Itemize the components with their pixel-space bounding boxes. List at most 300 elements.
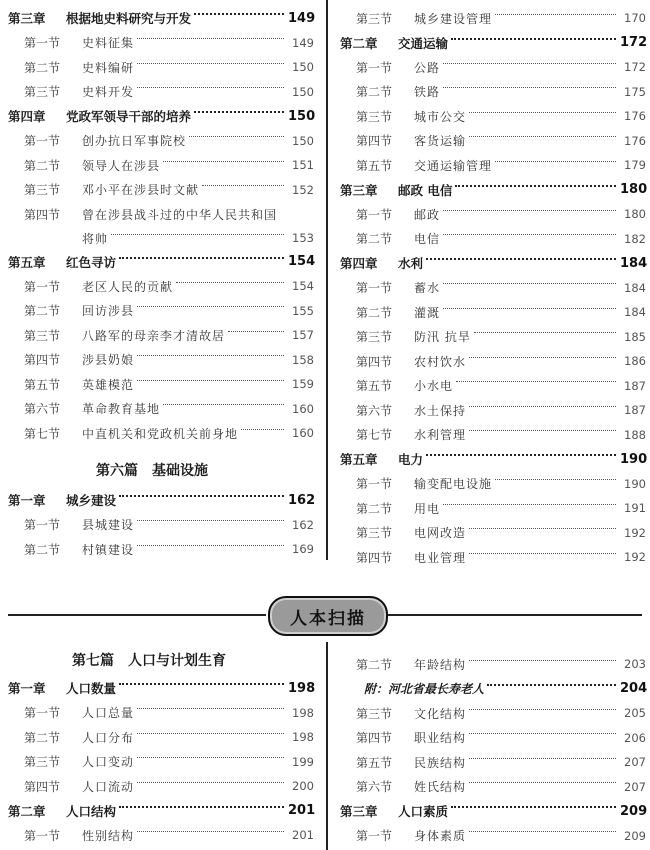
dot-leader (487, 684, 616, 686)
toc-chapter-entry (340, 178, 646, 203)
entry-title: 年龄结构 (414, 657, 467, 672)
page-number: 162 (292, 517, 314, 532)
dot-leader (163, 404, 284, 405)
toc-section-entry (340, 276, 646, 301)
entry-label: 第三节 (356, 330, 393, 345)
toc-section-entry (340, 472, 646, 497)
entry-title: 人口数量 (66, 681, 117, 697)
part-number: 第六篇 (96, 463, 138, 479)
page-number: 185 (624, 329, 646, 344)
page-number: 184 (624, 280, 646, 295)
entry-label: 第一节 (356, 829, 393, 844)
entry-label: 第二节 (356, 501, 393, 516)
entry-label: 第六节 (356, 403, 393, 418)
toc-section-entry (8, 299, 314, 324)
toc-chapter-entry (340, 799, 646, 824)
entry-title: 老区人民的贡献 (82, 279, 174, 294)
toc-section-entry (340, 129, 646, 154)
toc-chapter-entry (8, 6, 314, 31)
entry-title: 交通运输管理 (414, 158, 493, 173)
toc-section-entry (340, 80, 646, 105)
toc-section-entry (8, 421, 314, 446)
dot-leader (443, 87, 616, 88)
toc-section-entry (340, 701, 646, 726)
toc-section-entry (8, 129, 314, 154)
dot-leader (119, 495, 284, 497)
entry-label: 第四章 (8, 109, 46, 125)
toc-section-entry (340, 824, 646, 849)
dot-leader (469, 831, 616, 832)
toc-section-entry (340, 750, 646, 775)
entry-title: 性别结构 (82, 828, 135, 843)
entry-label: 第一章 (8, 681, 46, 697)
toc-section-entry (340, 227, 646, 252)
toc-section-entry (340, 55, 646, 80)
entry-title: 铁路 (414, 85, 441, 100)
page-number: 198 (292, 705, 314, 720)
entry-title: 农村饮水 (414, 354, 467, 369)
entry-label: 第七节 (24, 426, 61, 441)
dot-leader (137, 545, 284, 546)
entry-label: 第五节 (356, 158, 393, 173)
entry-label: 第四章 (340, 256, 378, 272)
toc-column-top-left (8, 6, 314, 446)
part-name: 人口与计划生育 (128, 653, 226, 669)
page-number: 201 (292, 828, 314, 843)
entry-label: 第二节 (24, 730, 61, 745)
page-number: 172 (620, 35, 648, 51)
toc-section-entry (340, 349, 646, 374)
page-number: 191 (624, 501, 646, 516)
entry-label: 第二章 (8, 803, 46, 819)
dot-leader (163, 161, 284, 162)
page-number: 170 (624, 11, 646, 26)
page-number: 206 (624, 730, 646, 745)
entry-label: 第二章 (340, 35, 378, 51)
entry-title: 根据地史料研究与开发 (66, 11, 192, 27)
entry-label: 第三节 (356, 11, 393, 26)
toc-column-top-right (340, 6, 646, 570)
toc-section-entry (8, 348, 314, 373)
entry-title: 革命教育基地 (82, 402, 161, 417)
dot-leader (469, 733, 616, 734)
toc-section-entry (8, 823, 314, 848)
toc-section-entry (340, 6, 646, 31)
entry-title: 用电 (414, 501, 441, 516)
page-number: 176 (624, 109, 646, 124)
toc-section-entry (340, 521, 646, 546)
dot-leader (137, 782, 284, 783)
toc-chapter-entry (8, 104, 314, 129)
page-number: 153 (292, 231, 314, 245)
entry-label: 第三章 (340, 804, 378, 820)
page-number: 188 (624, 427, 646, 442)
page-number: 152 (292, 182, 314, 197)
entry-label: 第二节 (24, 158, 61, 173)
entry-title: 交通运输 (398, 35, 449, 51)
page-number: 198 (288, 680, 316, 696)
page-number: 151 (292, 158, 314, 173)
entry-title: 职业结构 (414, 731, 467, 746)
toc-section-entry (8, 513, 314, 538)
page-number: 179 (624, 158, 646, 173)
page-number: 149 (288, 10, 316, 26)
page-number: 154 (292, 279, 314, 294)
entry-title: 邓小平在涉县时文献 (82, 183, 200, 198)
part-heading-7 (72, 650, 226, 670)
dot-leader (119, 257, 284, 259)
toc-section-entry (340, 374, 646, 399)
toc-section-entry (340, 104, 646, 129)
dot-leader (469, 406, 616, 407)
toc-section-entry (8, 55, 314, 80)
page-number: 192 (624, 525, 646, 540)
page-number: 207 (624, 779, 646, 794)
dot-leader (451, 806, 616, 808)
dot-leader (426, 258, 616, 260)
dot-leader (469, 553, 616, 554)
page-number: 160 (292, 426, 314, 441)
entry-title: 城乡建设管理 (414, 11, 493, 26)
toc-section-entry (340, 545, 646, 570)
toc-section-entry (340, 496, 646, 521)
dot-leader (119, 806, 284, 808)
toc-chapter-entry (8, 799, 314, 824)
entry-title: 水利 (398, 256, 424, 272)
entry-label: 第三节 (356, 109, 393, 124)
toc-section-entry (8, 725, 314, 750)
page-number: 192 (624, 550, 646, 565)
entry-label: 第一节 (356, 477, 393, 492)
dot-leader (137, 380, 284, 381)
entry-title: 中直机关和党政机关前身地 (82, 426, 239, 441)
page-number: 209 (620, 803, 648, 819)
entry-label: 第二节 (356, 657, 393, 672)
dot-leader (456, 381, 616, 382)
page-number: 209 (624, 828, 646, 843)
page-number: 158 (292, 352, 314, 367)
dot-leader (495, 479, 616, 480)
toc-section-entry (8, 80, 314, 105)
entry-label: 第三节 (356, 706, 393, 721)
toc-section-entry (8, 701, 314, 726)
entry-label: 第二节 (356, 305, 393, 320)
dot-leader (189, 136, 284, 137)
toc-section-entry (8, 323, 314, 348)
entry-title: 人口流动 (82, 779, 135, 794)
entry-label: 第四节 (356, 134, 393, 149)
entry-title: 人口总量 (82, 706, 135, 721)
toc-section-entry (8, 372, 314, 397)
dot-leader (469, 660, 616, 661)
dot-leader (176, 282, 284, 283)
toc-section-entry (340, 300, 646, 325)
entry-label: 第四节 (24, 353, 61, 368)
entry-label: 第四节 (356, 354, 393, 369)
entry-label: 第四节 (356, 731, 393, 746)
entry-label: 第三章 (340, 182, 378, 198)
part-number: 第七篇 (72, 653, 114, 669)
dot-leader (443, 234, 616, 235)
page-number: 157 (292, 328, 314, 343)
page-number: 198 (292, 730, 314, 745)
page-number: 203 (624, 657, 646, 672)
entry-title: 将帅 (82, 231, 109, 246)
page-number: 155 (292, 303, 314, 318)
entry-label: 第三节 (24, 328, 61, 343)
dot-leader (194, 111, 284, 113)
dot-leader (469, 528, 616, 529)
entry-title: 党政军领导干部的培养 (66, 109, 192, 125)
entry-title: 电网改造 (414, 526, 467, 541)
entry-label: 第五章 (340, 452, 378, 468)
dot-leader (451, 38, 616, 40)
dot-leader (474, 332, 616, 333)
entry-label: 第七节 (356, 428, 393, 443)
page-number: 201 (288, 803, 316, 819)
toc-chapter-entry (8, 488, 314, 513)
dot-leader (469, 136, 616, 137)
page-number: 180 (624, 207, 646, 222)
entry-title: 民族结构 (414, 755, 467, 770)
page-number: 187 (624, 403, 646, 418)
dot-leader (137, 87, 284, 88)
entry-label: 第三章 (8, 11, 46, 27)
part-heading-6 (96, 460, 208, 480)
toc-section-entry (8, 178, 314, 203)
entry-title: 附：河北省最长寿老人 (364, 682, 485, 697)
entry-title: 曾在涉县战斗过的中华人民共和国 (82, 207, 278, 222)
entry-label: 第一章 (8, 493, 46, 509)
entry-label: 第四节 (24, 779, 61, 794)
dot-leader (111, 234, 284, 235)
entry-title: 县城建设 (82, 518, 135, 533)
entry-title: 身体素质 (414, 829, 467, 844)
dot-leader (455, 185, 616, 187)
entry-label: 第五章 (8, 254, 46, 270)
page-number: 169 (292, 542, 314, 557)
entry-title: 水利管理 (414, 428, 467, 443)
entry-title: 八路军的母亲李才清故居 (82, 328, 226, 343)
dot-leader (137, 38, 284, 39)
toc-section-entry (8, 274, 314, 299)
page-number: 159 (292, 377, 314, 392)
toc-section-entry (8, 750, 314, 775)
entry-label: 第四节 (24, 207, 61, 222)
entry-label: 第一节 (24, 36, 61, 51)
entry-label: 第一节 (24, 518, 61, 533)
dot-leader (469, 709, 616, 710)
page-number: 175 (624, 84, 646, 99)
toc-chapter-entry (340, 31, 646, 56)
entry-label: 第五节 (24, 377, 61, 392)
page-number: 176 (624, 133, 646, 148)
entry-label: 第六节 (24, 402, 61, 417)
toc-chapter-entry (8, 250, 314, 275)
entry-title: 回访涉县 (82, 304, 135, 319)
dot-leader (469, 112, 616, 113)
dot-leader (137, 355, 284, 356)
dot-leader (119, 683, 284, 685)
page-number: 182 (624, 231, 646, 246)
dot-leader (202, 185, 284, 186)
toc-section-entry (8, 153, 314, 178)
entry-title: 红色寻访 (66, 254, 117, 270)
entry-label: 第一节 (356, 60, 393, 75)
entry-label: 第三节 (24, 85, 61, 100)
entry-label: 第一节 (356, 207, 393, 222)
page-number: 184 (620, 255, 648, 271)
toc-section-entry (340, 398, 646, 423)
entry-title: 电信 (414, 232, 441, 247)
page-number: 172 (624, 60, 646, 75)
page-number: 204 (620, 681, 648, 697)
entry-title: 邮政 电信 (398, 182, 453, 198)
entry-title: 人口变动 (82, 755, 135, 770)
dot-leader (443, 504, 616, 505)
toc-column-top-left-part6 (8, 488, 314, 562)
dot-leader (469, 357, 616, 358)
toc-section-entry (340, 423, 646, 448)
entry-title: 史料编研 (82, 60, 135, 75)
toc-column-bottom-right (340, 652, 646, 848)
entry-title: 英雄模范 (82, 377, 135, 392)
entry-title: 城市公交 (414, 109, 467, 124)
dot-leader (194, 13, 284, 15)
page-number: 150 (292, 133, 314, 148)
entry-title: 小水电 (414, 379, 454, 394)
dot-leader (443, 63, 616, 64)
entry-label: 第二节 (24, 542, 61, 557)
dot-leader (443, 308, 616, 309)
section-banner: 人本扫描 (268, 596, 388, 636)
page-number: 186 (624, 354, 646, 369)
entry-label: 第二节 (24, 60, 61, 75)
page-number: 190 (624, 476, 646, 491)
dot-leader (443, 283, 616, 284)
page-number: 205 (624, 706, 646, 721)
entry-label: 第一节 (24, 706, 61, 721)
entry-label: 第四节 (356, 550, 393, 565)
entry-title: 创办抗日军事院校 (82, 134, 187, 149)
toc-section-entry (8, 202, 314, 227)
dot-leader (137, 831, 284, 832)
toc-column-bottom-left (8, 676, 314, 848)
toc-section-entry (340, 652, 646, 677)
dot-leader (469, 430, 616, 431)
entry-title: 涉县奶娘 (82, 353, 135, 368)
toc-section-entry (8, 774, 314, 799)
entry-label: 第三节 (24, 755, 61, 770)
entry-label: 第五节 (356, 755, 393, 770)
page-number: 150 (292, 60, 314, 75)
page-number: 184 (624, 305, 646, 320)
entry-title: 姓氏结构 (414, 780, 467, 795)
entry-label: 第六节 (356, 780, 393, 795)
dot-leader (241, 429, 284, 430)
dot-leader (137, 306, 284, 307)
dot-leader (443, 210, 616, 211)
page-number: 154 (288, 254, 316, 270)
dot-leader (469, 758, 616, 759)
entry-title: 电力 (398, 452, 424, 468)
page-number: 150 (292, 84, 314, 99)
toc-section-entry (8, 227, 314, 250)
dot-leader (137, 757, 284, 758)
column-divider (326, 0, 328, 560)
toc-section-entry (340, 153, 646, 178)
dot-leader (495, 161, 616, 162)
toc-section-entry (340, 677, 646, 702)
entry-title: 公路 (414, 60, 441, 75)
entry-label: 第一节 (24, 828, 61, 843)
entry-title: 史料征集 (82, 36, 135, 51)
page-number: 160 (292, 401, 314, 416)
entry-title: 村镇建设 (82, 542, 135, 557)
dot-leader (469, 782, 616, 783)
page-number: 199 (292, 754, 314, 769)
part-name: 基础设施 (152, 463, 208, 479)
toc-section-entry (8, 31, 314, 56)
entry-title: 客货运输 (414, 134, 467, 149)
entry-label: 第一节 (24, 134, 61, 149)
dot-leader (137, 733, 284, 734)
toc-section-entry (8, 397, 314, 422)
page-number: 149 (292, 35, 314, 50)
toc-section-entry (340, 202, 646, 227)
entry-title: 水土保持 (414, 403, 467, 418)
entry-label: 第五节 (356, 379, 393, 394)
page-number: 190 (620, 451, 648, 467)
entry-title: 灌溉 (414, 305, 441, 320)
entry-title: 电业管理 (414, 550, 467, 565)
page-number: 162 (288, 492, 316, 508)
toc-section-entry (340, 325, 646, 350)
entry-label: 第二节 (24, 304, 61, 319)
entry-title: 史料开发 (82, 85, 135, 100)
entry-title: 蓄水 (414, 281, 441, 296)
toc-chapter-entry (8, 676, 314, 701)
entry-title: 人口分布 (82, 730, 135, 745)
entry-title: 邮政 (414, 207, 441, 222)
dot-leader (495, 14, 616, 15)
banner-rule-left (8, 614, 266, 616)
entry-label: 第一节 (24, 279, 61, 294)
entry-title: 文化结构 (414, 706, 467, 721)
page-number: 187 (624, 378, 646, 393)
page-number: 150 (288, 108, 316, 124)
entry-title: 城乡建设 (66, 493, 117, 509)
dot-leader (426, 454, 616, 456)
entry-label: 第二节 (356, 232, 393, 247)
entry-title: 人口结构 (66, 803, 117, 819)
toc-section-entry (8, 537, 314, 562)
entry-label: 第三节 (356, 526, 393, 541)
entry-title: 防汛 抗旱 (414, 330, 471, 345)
entry-title: 输变配电设施 (414, 477, 493, 492)
dot-leader (137, 708, 284, 709)
column-divider-lower (326, 642, 328, 850)
entry-title: 人口素质 (398, 804, 449, 820)
toc-section-entry (340, 726, 646, 751)
entry-title: 领导人在涉县 (82, 158, 161, 173)
page-number: 207 (624, 755, 646, 770)
dot-leader (137, 520, 284, 521)
page-number: 180 (620, 182, 648, 198)
banner-rule-right (385, 614, 642, 616)
dot-leader (137, 63, 284, 64)
page-number: 200 (292, 779, 314, 794)
